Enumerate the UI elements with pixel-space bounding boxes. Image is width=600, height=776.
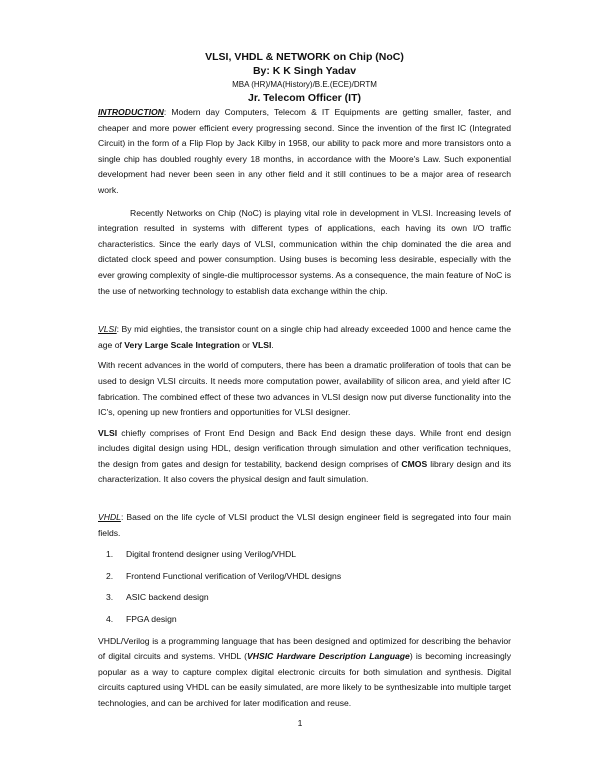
vlsi-text-b: or	[239, 339, 253, 350]
vlsi-bold-b: VLSI	[252, 339, 272, 350]
vlsi-tools-paragraph: With recent advances in the world of computers, there has been a dramatic proliferation of tools that can be used to design VLSI circuits. It needs more computation power, availability of silicon area, and yield after IC fabrication. The combined effect of these two advances in VLSI design now put diverse functionality into the IC's, opening up new frontiers and opportunities for VLSI designer.	[98, 360, 511, 418]
list-item	[98, 547, 511, 563]
vhdl-text: : Based on the life cycle of VLSI product the VLSI design engineer field is segregated into four main fields.	[98, 512, 511, 538]
document-page	[98, 50, 511, 712]
list-item-text: Digital frontend designer using Verilog/VHDL	[126, 549, 297, 560]
vlsi-text-c: .	[271, 339, 274, 350]
list-item	[98, 590, 511, 606]
vlsi-p3-bold: VLSI	[98, 427, 118, 438]
post-line: Jr. Telecom Officer (IT)	[247, 92, 361, 104]
list-item	[98, 569, 511, 585]
vlsi-bold-a: Very Large Scale Integration	[124, 339, 240, 350]
list-item-number: 1.	[106, 549, 114, 560]
intro-heading: INTRODUCTION	[98, 107, 164, 117]
vlsi-text-a: : By mid eighties, the transistor count on a single chip had already exceeded 1000 and hence came the age of	[98, 324, 511, 350]
vlsi-design-paragraph	[98, 426, 511, 488]
noc-paragraph: Recently Networks on Chip (NoC) is playing vital role in development in VLSI. Increasing levels of integration resulted in systems with different types of applications, each having its own I/O traffic characteristics. Since the early days of VLSI, communication within the chip dominated the die area and dictated clock speed and power consumption. Using buses is becoming less desirable, especially with the ever growing complexity of single-die multiprocessor systems. As a consequence, the main feature of NoC is the use of networking technology to establish data exchange within the chip.	[98, 207, 511, 296]
vhdl-language-paragraph	[98, 634, 511, 712]
intro-paragraph	[98, 105, 511, 199]
vlsi-paragraph	[98, 322, 511, 353]
vhdl-p2-em: VHSIC Hardware Description Language	[247, 651, 410, 662]
intro-text: : Modern day Computers, Telecom & IT Equipments are getting smaller, faster, and cheaper and more power efficient every progressing second. Since the invention of the first IC (Integrated Circuit) in the form of a Flip Flop by Jack Kilby in 1958, our ability to pack more and more transistors onto a single chip has doubled roughly every 18 months, in accordance with the Moore's Law. Such exponential development had never been seen in any other field and it still continues to be a major area of research work.	[98, 107, 511, 195]
list-item-number: 4.	[106, 614, 114, 625]
list-item-number: 3.	[106, 592, 114, 603]
author-line: By: K K Singh Yadav	[252, 65, 357, 77]
list-item	[98, 612, 511, 628]
vlsi-p3-b: library design and its characterization. It also covers the physical design and fault simulation.	[98, 458, 511, 485]
vhdl-p2-a: VHDL/Verilog is a programming language that has been designed and optimized for describing the behavior of digital circuits and systems. VHDL (	[98, 635, 511, 662]
vlsi-p3-bold2: CMOS	[401, 458, 428, 469]
list-item-text: FPGA design	[126, 614, 177, 625]
vhdl-paragraph	[98, 510, 511, 541]
vlsi-heading: VLSI	[98, 324, 117, 335]
list-item-text: Frontend Functional verification of Verilog/VHDL designs	[126, 570, 342, 581]
document-title: VLSI, VHDL & NETWORK on Chip (NoC)	[205, 51, 404, 63]
vhdl-heading: VHDL	[98, 512, 121, 523]
vhdl-p2-b: ) is becoming increasingly popular as a way to capture complex digital electronic circuits for both simulation and synthesis. Digital circuits captured using VHDL can be easily simulated, are more likely to be synthesizable into multiple target technologies, and can be archived for later modification and reuse.	[98, 651, 512, 708]
vlsi-p3-a: chiefly comprises of Front End Design and Back End design these days. While front end design includes digital design using HDL, design verification through simulation and other verification techniques, the design from gates and design for testability, backend design comprises of	[98, 427, 511, 469]
list-item-number: 2.	[106, 570, 114, 581]
list-item-text: ASIC backend design	[126, 592, 209, 603]
page-number: 1	[297, 718, 303, 728]
vhdl-field-list	[98, 547, 511, 627]
degrees-line: MBA (HR)/MA(History)/B.E.(ECE)/DRTM	[232, 80, 377, 89]
